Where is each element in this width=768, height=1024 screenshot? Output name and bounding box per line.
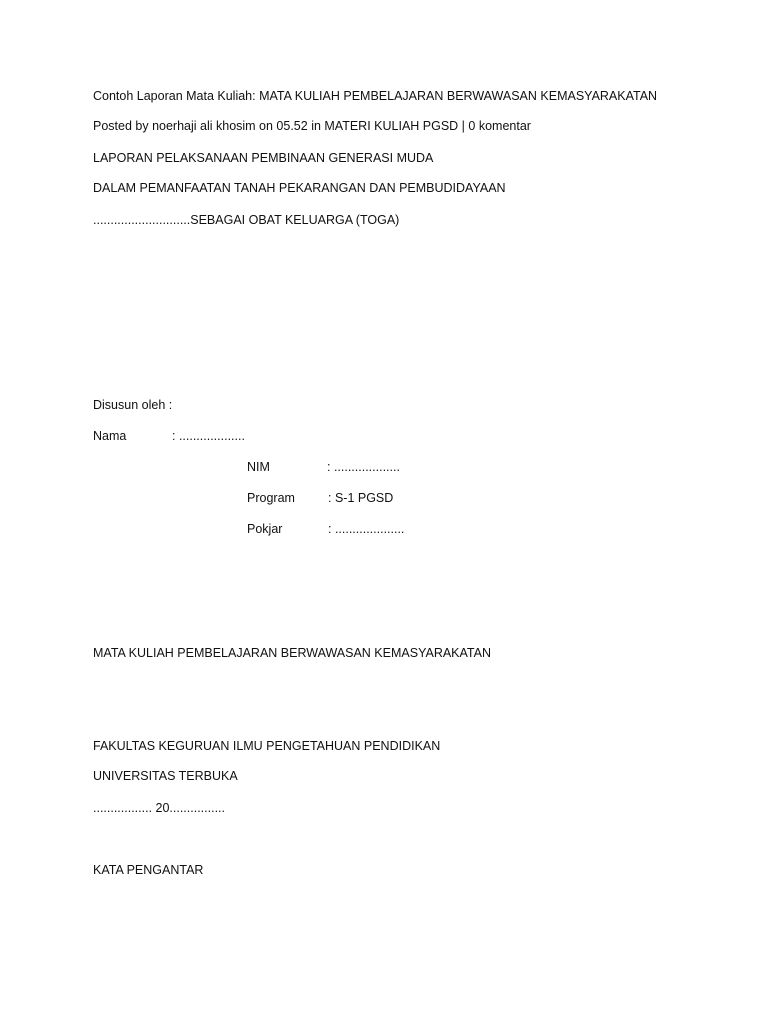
report-heading-3: ............................SEBAGAI OBAT KELUARGA (TOGA) [93,213,400,227]
field-label-program: Program [247,491,295,505]
field-label-nim: NIM [247,460,270,474]
report-heading-2: DALAM PEMANFAATAN TANAH PEKARANGAN DAN PEMBUDIDAYAAN [93,181,506,195]
field-value-nama: : ................... [172,429,245,443]
posted-by-line: Posted by noerhaji ali khosim on 05.52 in MATERI KULIAH PGSD | 0 komentar [93,119,531,133]
faculty-name: FAKULTAS KEGURUAN ILMU PENGETAHUAN PENDIDIKAN [93,739,441,753]
field-row-program [247,490,447,506]
field-value-nim: : ................... [327,460,400,474]
document-title-line: Contoh Laporan Mata Kuliah: MATA KULIAH PEMBELAJARAN BERWAWASAN KEMASYARAKATAN [93,89,658,103]
field-label-pokjar: Pokjar [247,522,283,536]
field-row-nim [247,459,447,475]
section-title: KATA PENGANTAR [93,863,204,877]
field-label-nama: Nama [93,429,127,443]
date-line: ................. 20................ [93,801,225,815]
prepared-by-label: Disusun oleh : [93,398,173,412]
field-value-program: : S-1 PGSD [328,491,394,505]
course-name: MATA KULIAH PEMBELAJARAN BERWAWASAN KEMASYARAKATAN [93,646,492,660]
field-value-pokjar: : .................... [328,522,405,536]
field-row-pokjar [247,521,447,537]
report-heading-1: LAPORAN PELAKSANAAN PEMBINAAN GENERASI MUDA [93,151,434,165]
university-name: UNIVERSITAS TERBUKA [93,769,238,783]
field-row-nama [93,428,293,444]
